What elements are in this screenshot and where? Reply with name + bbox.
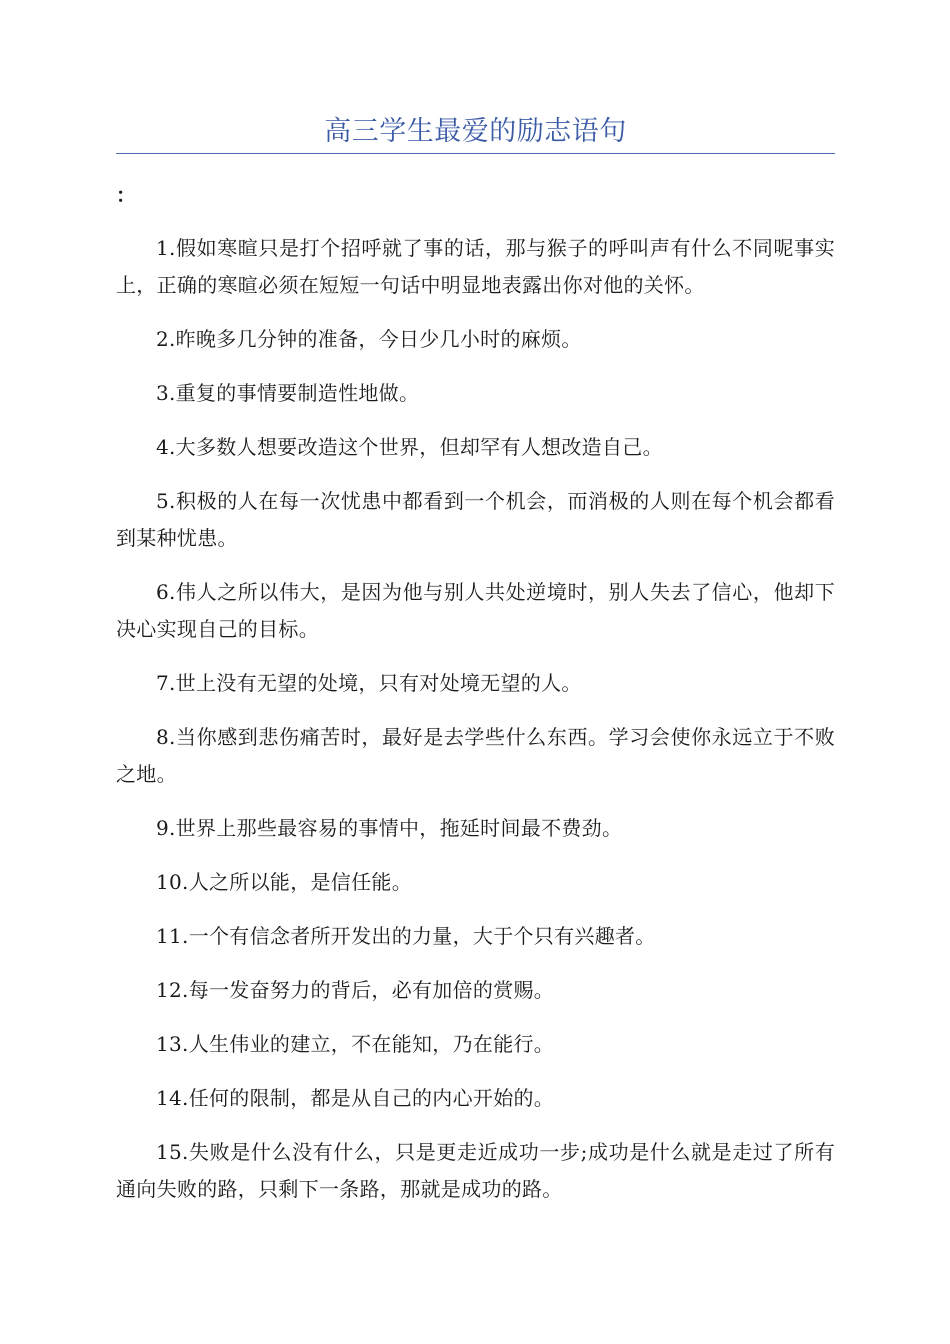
quote-item: 2.昨晚多几分钟的准备，今日少几小时的麻烦。 bbox=[156, 327, 582, 351]
quote-list bbox=[116, 230, 835, 1225]
quote-item: 6.伟人之所以伟大，是因为他与别人共处逆境时，别人失去了信心，他却下决心实现自己的目标。 bbox=[116, 580, 835, 641]
lead-colon: ： bbox=[116, 183, 136, 207]
quote-item: 11.一个有信念者所开发出的力量，大于个只有兴趣者。 bbox=[156, 924, 656, 948]
quote-item: 7.世上没有无望的处境，只有对处境无望的人。 bbox=[156, 671, 582, 695]
quote-item: 8.当你感到悲伤痛苦时，最好是去学些什么东西。学习会使你永远立于不败之地。 bbox=[116, 725, 835, 786]
quote-item: 1.假如寒暄只是打个招呼就了事的话，那与猴子的呼叫声有什么不同呢事实上，正确的寒暄必须在短短一句话中明显地表露出你对他的关怀。 bbox=[116, 236, 835, 297]
document-title: 高三学生最爱的励志语句 bbox=[324, 116, 627, 147]
quote-item: 9.世界上那些最容易的事情中，拖延时间最不费劲。 bbox=[156, 816, 623, 840]
quote-item: 3.重复的事情要制造性地做。 bbox=[156, 381, 420, 405]
quote-item: 10.人之所以能，是信任能。 bbox=[156, 870, 413, 894]
quote-item: 4.大多数人想要改造这个世界，但却罕有人想改造自己。 bbox=[156, 435, 663, 459]
title-underline bbox=[116, 153, 835, 154]
quote-item: 13.人生伟业的建立，不在能知，乃在能行。 bbox=[156, 1032, 555, 1056]
quote-item: 5.积极的人在每一次忧患中都看到一个机会，而消极的人则在每个机会都看到某种忧患。 bbox=[116, 489, 835, 550]
quote-item: 12.每一发奋努力的背后，必有加倍的赏赐。 bbox=[156, 978, 555, 1002]
quote-item: 15.失败是什么没有什么，只是更走近成功一步;成功是什么就是走过了所有通向失败的路，只剩下一条路，那就是成功的路。 bbox=[116, 1140, 835, 1201]
quote-item: 14.任何的限制，都是从自己的内心开始的。 bbox=[156, 1086, 555, 1110]
